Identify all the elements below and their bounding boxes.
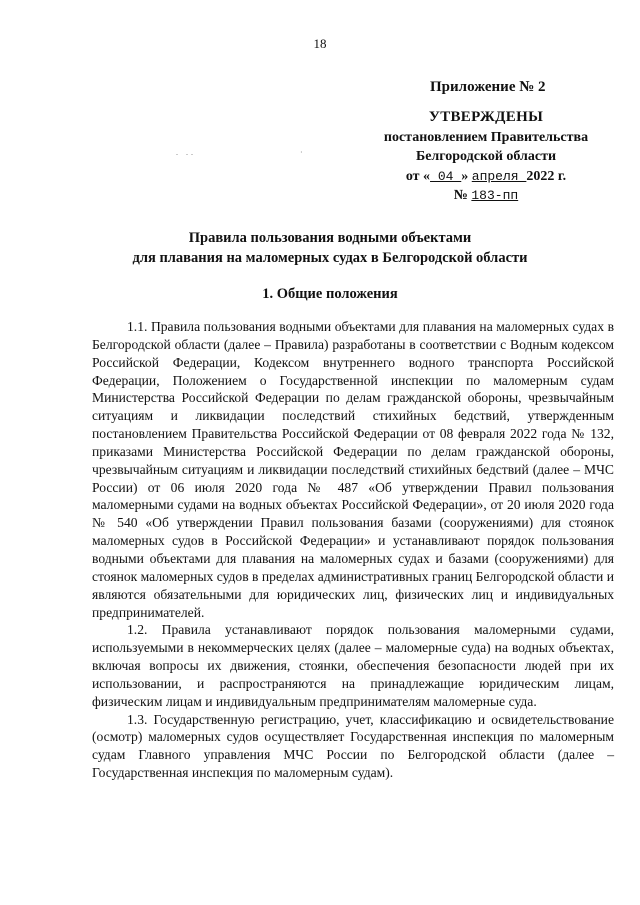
approval-date-prefix: от «	[405, 168, 431, 184]
scan-artifact-right: ·	[300, 148, 306, 157]
paragraph-1-2: 1.2. Правила устанавливают порядок пользования маломерными судами, используемыми в некоммерческих целях (далее – маломерные суда) на водных объектах, включая вопросы их движения, стоянки, обеспечения безопасности людей при их использовании, и распространяются на принадлежащие юридическим лицам, физическим лицам и индивидуальным предпринимателям маломерные суда.	[92, 622, 614, 709]
document-title-line-2: для плавания на маломерных судах в Белгородской области	[132, 249, 528, 266]
paragraph-1-3: 1.3. Государственную регистрацию, учет, классификацию и освидетельствование (осмотр) маломерных судов осуществляет Государственная инспекция по маломерным судам Главного управления МЧС России по Белгородской области (далее – Государственная инспекция по маломерным судам).	[92, 711, 614, 781]
approval-date-month: апреля	[471, 168, 527, 184]
approval-date	[368, 167, 604, 187]
approval-number	[368, 186, 604, 206]
approval-date-mid: »	[461, 168, 472, 184]
approval-region: Белгородской области	[415, 149, 557, 164]
approval-date-year: 2022 г.	[526, 168, 567, 184]
scan-artifact-left: . ..	[176, 148, 196, 157]
document-title-line-1: Правила пользования водными объектами	[188, 230, 472, 246]
approval-number-value: 183-пп	[471, 188, 519, 203]
approval-date-day: 04	[430, 168, 462, 184]
approval-stamp-block	[368, 108, 604, 206]
approval-issuer: постановлением Правительства	[383, 129, 589, 145]
section-heading: 1. Общие положения	[262, 286, 398, 302]
approval-title: УТВЕРЖДЕНЫ	[428, 109, 544, 125]
document-title	[60, 229, 600, 268]
document-body	[92, 318, 614, 782]
approval-number-prefix: №	[453, 188, 472, 203]
page-number: 18	[313, 36, 327, 51]
appendix-label: Приложение № 2	[430, 79, 546, 95]
paragraph-1-1: 1.1. Правила пользования водными объектами для плавания на маломерных судах в Белгородской области (далее – Правила) разработаны в соответствии с Водным кодексом Российской Федерации, Кодексом внутреннего водного транспорта Российской Федерации, Положением о Государственной инспекции по маломерным судам Министерства Российской Федерации по делам гражданской обороны, чрезвычайным ситуациям и ликвидации последствий стихийных бедствий, утвержденным постановлением Правительства Российской Федерации от 08 февраля 2022 года № 132, приказами Министерства Российской Федерации по делам гражданской обороны, чрезвычайным ситуациям и ликвидации последствий стихийных бедствий (далее – МЧС России) от 06 июля 2020 года № 487 «Об утверждении Правил пользования маломерными судами на водных объектах Российской Федерации», от 20 июля 2020 года № 540 «Об утверждении Правил пользования базами (сооружениями) для стоянок маломерных судов в Российской Федерации» и устанавливают порядок пользования водными объектами для плавания на маломерных судах и базами (сооружениями) для стоянок маломерных судов в пределах административных границ Белгородской области и являются обязательными для юридических лиц, физических лиц и индивидуальных предпринимателей.	[92, 319, 614, 620]
